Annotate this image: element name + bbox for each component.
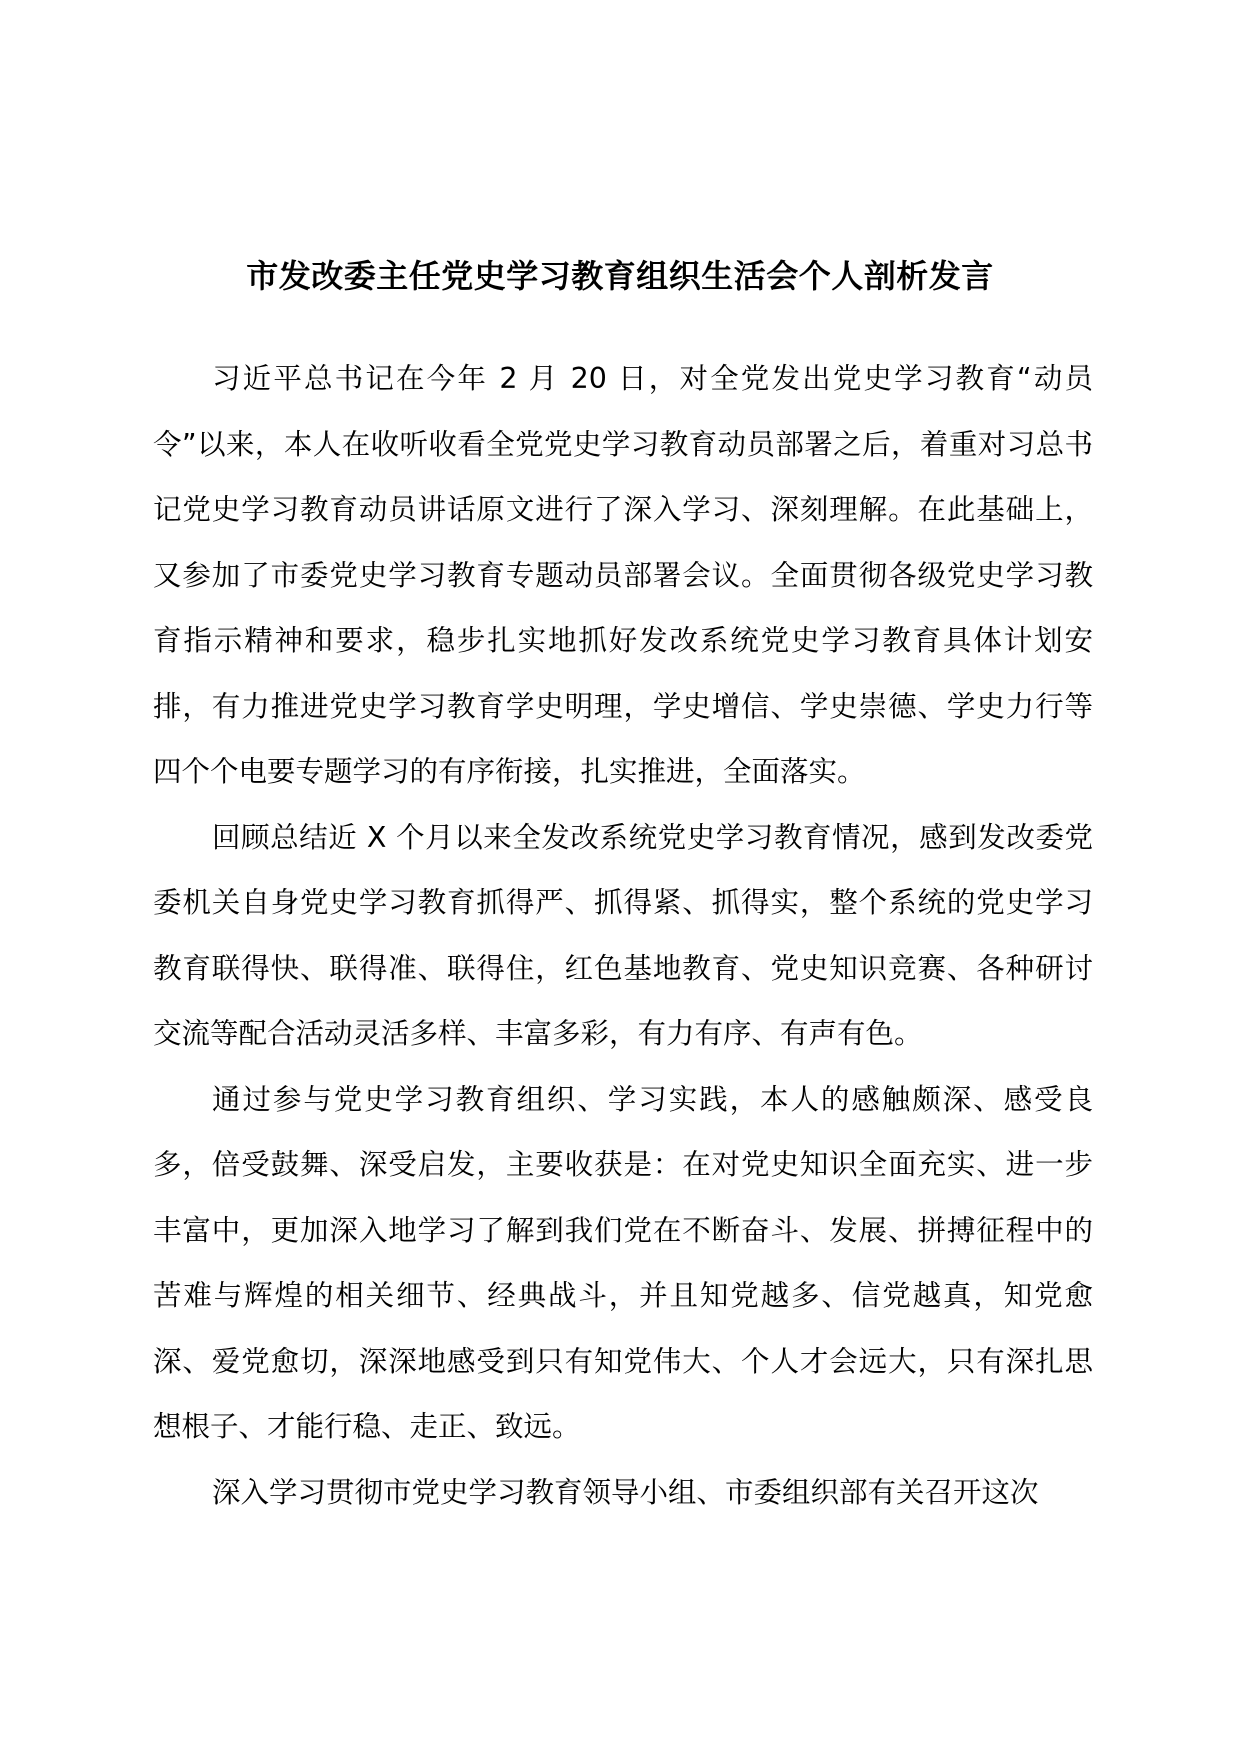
- paragraph: 习近平总书记在今年 2 月 20 日，对全党发出党史学习教育“动员令”以来，本人在收听收看全党党史学习教育动员部署之后，着重对习总书记党史学习教育动员讲话原文进行了深入学习、深刻理解。在此基础上，又参加了市委党史学习教育专题动员部署会议。全面贯彻各级党史学习教育指示精神和要求，稳步扎实地抓好发改系统党史学习教育具体计划安排，有力推进党史学习教育学史明理，学史增信、学史崇德、学史力行等四个个电要专题学习的有序衔接，扎实推进，全面落实。: [153, 362, 1093, 788]
- paragraph: 回顾总结近 X 个月以来全发改系统党史学习教育情况，感到发改委党委机关自身党史学习教育抓得严、抓得紧、抓得实，整个系统的党史学习教育联得快、联得准、联得住，红色基地教育、党史知识竞赛、各种研讨交流等配合活动灵活多样、丰富多彩，有力有序、有声有色。: [153, 820, 1093, 1050]
- paragraph: 通过参与党史学习教育组织、学习实践，本人的感触颇深、感受良多，倍受鼓舞、深受启发，主要收获是：在对党史知识全面充实、进一步丰富中，更加深入地学习了解到我们党在不断奋斗、发展、拼搏征程中的苦难与辉煌的相关细节、经典战斗，并且知党越多、信党越真，知党愈深、爱党愈切，深深地感受到只有知党伟大、个人才会远大，只有深扎思想根子、才能行稳、走正、致远。: [153, 1082, 1093, 1443]
- document-title: 市发改委主任党史学习教育组织生活会个人剖析发言: [246, 257, 994, 295]
- document-body: [153, 346, 1093, 1525]
- paragraph: 深入学习贯彻市党史学习教育领导小组、市委组织部有关召开这次: [212, 1475, 1039, 1509]
